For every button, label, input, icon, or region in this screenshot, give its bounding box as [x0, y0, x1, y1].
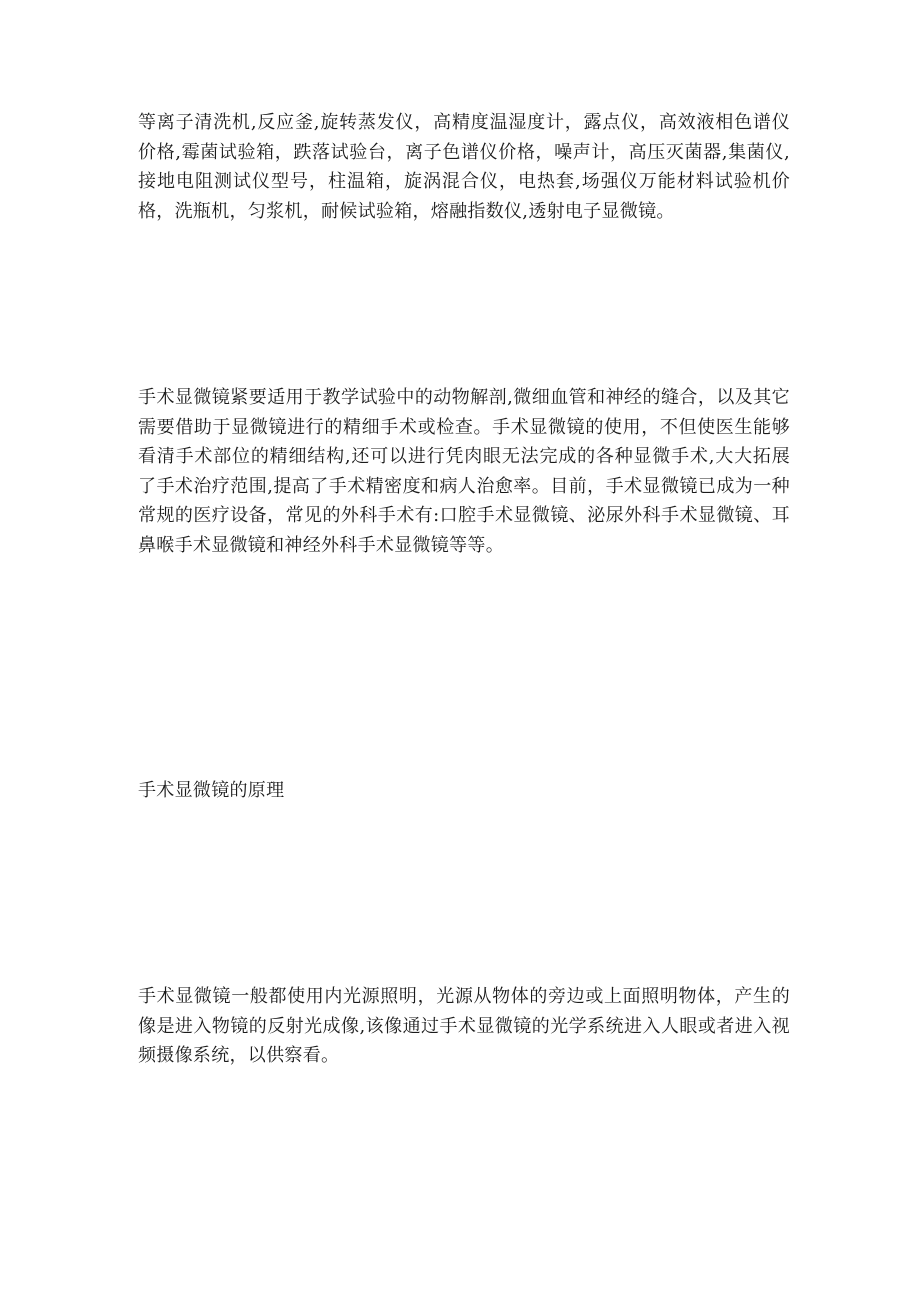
section-heading: 手术显微镜的原理: [138, 780, 285, 801]
paragraph-microscope-principle: 手术显微镜一般都使用内光源照明，光源从物体的旁边或上面照明物体，产生的像是进入物镜的反射光成像,该像通过手术显微镜的光学系统进入人眼或者进入视频摄像系统，以供察看。: [138, 986, 790, 1066]
paragraph-equipment-list: 等离子清洗机,反应釜,旋转蒸发仪，高精度温湿度计，露点仪，高效液相色谱仪价格,霉菌试验箱，跌落试验台，离子色谱仪价格，噪声计，高压灭菌器,集菌仪,接地电阻测试仪型号，柱温箱，旋涡混合仪，电热套,场强仪万能材料试验机价格，洗瓶机，匀浆机，耐候试验箱，熔融指数仪,透射电子显微镜。: [138, 112, 790, 222]
paragraph-microscope-usage: 手术显微镜紧要适用于教学试验中的动物解剖,微细血管和神经的缝合，以及其它需要借助于显微镜进行的精细手术或检查。手术显微镜的使用，不但使医生能够看清手术部位的精细结构,还可以进行凭肉眼无法完成的各种显微手术,大大拓展了手术治疗范围,提高了手术精密度和病人治愈率。目前，手术显微镜已成为一种常规的医疗设备，常见的外科手术有:口腔手术显微镜、泌尿外科手术显微镜、耳鼻喉手术显微镜和神经外科手术显微镜等等。: [138, 387, 790, 556]
